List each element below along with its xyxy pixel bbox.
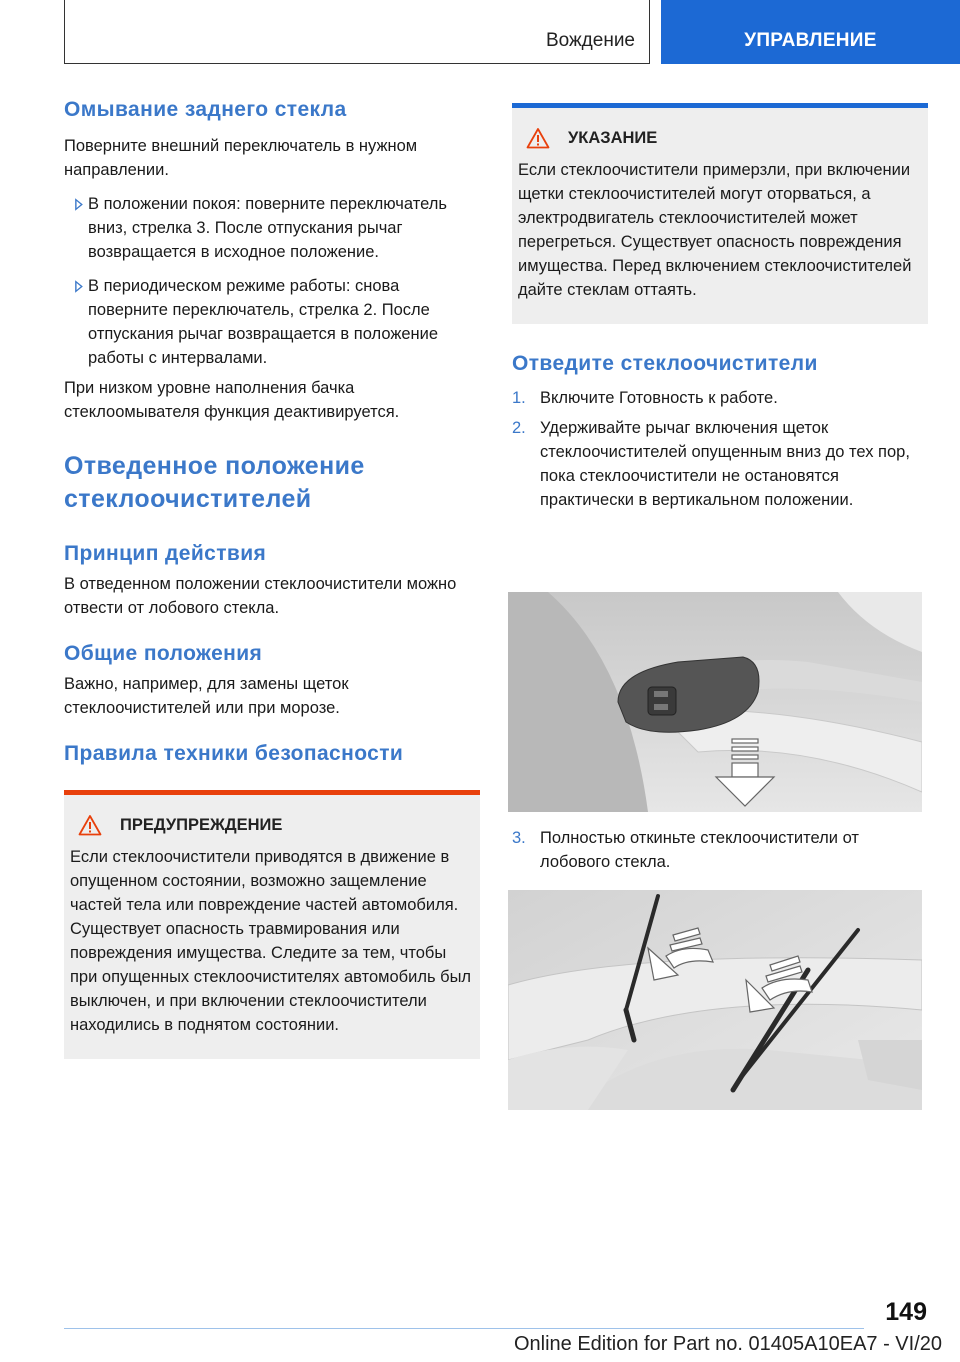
edition-text: Online Edition for Part no. 01405A10EA7 - VI/20 <box>513 1333 942 1355</box>
step-number: 3. <box>512 829 526 847</box>
step-text: Удерживайте рычаг включения щеток стеклоочистителей опущенным вниз до тех пор, пока стеклоочистители не остановятся практически в вертикальном положении. <box>540 419 910 509</box>
heading-principle: Принцип действия <box>64 542 267 565</box>
paragraph-rear-wash: Поверните внешний переключатель в нужном направлении. <box>64 137 418 179</box>
bullet-item <box>64 274 480 370</box>
bullet-item <box>64 192 480 264</box>
notice-text: Если стеклоочистители примерзли, при включении щетки стеклоочистителей могут оторваться, а электродвигатель стеклоочистителей может перегреться. Существует опасность повреждения имущества. Перед включением стеклоочистителей дайте стеклам оттаять. <box>518 161 912 299</box>
heading-rear-wash: Омывание заднего стекла <box>64 98 347 121</box>
header-section-tab <box>64 0 650 64</box>
triangle-bullet-icon <box>75 280 83 293</box>
step-text: Включите Готовность к работе. <box>540 389 778 407</box>
notice-triangle-icon <box>526 127 550 149</box>
step-item <box>512 826 928 874</box>
warning-title: ПРЕДУПРЕЖДЕНИЕ <box>120 815 283 834</box>
right-column <box>512 103 928 512</box>
right-column-step3 <box>512 826 928 874</box>
left-column <box>64 96 480 1059</box>
notice-title: УКАЗАНИЕ <box>568 128 658 147</box>
bullet-text: В положении покоя: поверните переключатель вниз, стрелка 3. После отпускания рычаг возвращается в исходное положение. <box>88 195 447 261</box>
footer-divider <box>64 1328 864 1329</box>
heading-wiper-folded: Отведенное положение стеклоочистителей <box>64 452 365 513</box>
paragraph-principle: В отведенном положении стеклоочистители можно отвести от лобового стекла. <box>64 575 457 617</box>
paragraph-low-fluid: При низком уровне наполнения бачка стеклоомывателя функция деактивируется. <box>64 379 400 421</box>
heading-general: Общие положения <box>64 642 263 665</box>
step-number: 2. <box>512 419 526 437</box>
notice-box <box>512 103 928 324</box>
warning-text: Если стеклоочистители приводятся в движение в опущенном состоянии, возможно защемление частей тела или повреждение частей автомобиля. Существует опасность травмирования или повреждения имущества. Следите за тем, чтобы при опущенных стеклоочистителях автомобиль был выключен, и при включении стеклоочистители находились в поднятом состоянии. <box>70 848 472 1034</box>
illustration-wiper-stalk <box>508 592 922 812</box>
step-number: 1. <box>512 389 526 407</box>
step-item <box>512 416 928 512</box>
bullet-text: В периодическом режиме работы: снова поверните переключатель, стрелка 2. После отпускания рычаг возвращается в положение работы с интервалами. <box>88 277 439 367</box>
triangle-bullet-icon <box>75 198 83 211</box>
warning-box <box>64 790 480 1059</box>
heading-safety: Правила техники безопасности <box>64 742 404 765</box>
header-chapter-label: УПРАВЛЕНИЕ <box>744 30 877 51</box>
illustration-wipers-lifted <box>508 890 922 1110</box>
heading-fold-wipers: Отведите стеклоочистители <box>512 352 818 375</box>
warning-triangle-icon <box>78 814 102 836</box>
step-text: Полностью откиньте стеклоочистители от лобового стекла. <box>540 829 859 871</box>
header-section-label: Вождение <box>545 30 635 51</box>
step-item <box>512 386 928 410</box>
header-chapter-tab <box>661 0 960 64</box>
paragraph-general: Важно, например, для замены щеток стеклоочистителей или при морозе. <box>64 675 349 717</box>
page-number: 149 <box>885 1298 927 1326</box>
